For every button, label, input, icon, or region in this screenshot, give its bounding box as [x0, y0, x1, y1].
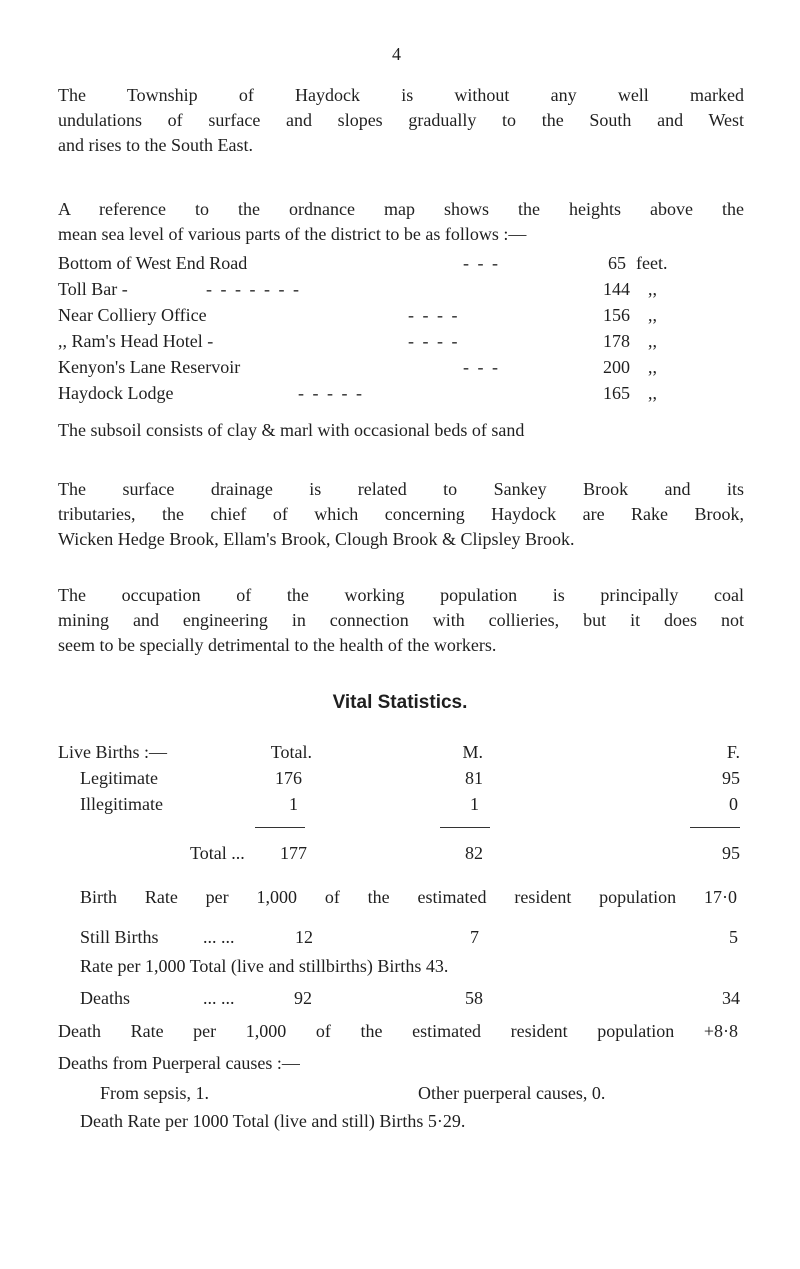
live-births-label: Live Births :— [58, 742, 167, 762]
height-unit: ,, [648, 305, 657, 325]
text-line: undulations of surface and slopes gradually to the South and West [58, 110, 744, 130]
heights-intro-paragraph [58, 197, 744, 247]
occupation-paragraph [58, 583, 744, 658]
text-line: A reference to the ordnance map shows the heights above the [58, 199, 744, 219]
vital-statistics-heading: Vital Statistics. [332, 692, 468, 713]
place-name: Near Colliery Office [58, 305, 207, 325]
sum-rule [440, 827, 490, 828]
leader-dashes: - - - - - - - [206, 279, 301, 299]
page-number: 4 [392, 44, 401, 64]
cell-total: 176 [275, 768, 302, 788]
place-name: Haydock Lodge [58, 383, 174, 403]
text-line: tributaries, the chief of which concerning Haydock are Rake Brook, [58, 504, 744, 524]
leader-dashes: - - - - - [298, 383, 364, 403]
height-row [58, 383, 738, 407]
cell-male: 58 [465, 988, 483, 1008]
place-name: Bottom of West End Road [58, 253, 248, 273]
row-label: Deaths [80, 988, 130, 1008]
puerperal-sepsis: From sepsis, 1. [100, 1083, 210, 1103]
column-header-total: Total. [270, 742, 312, 762]
column-header-female: F. [726, 742, 740, 762]
cell-male: 81 [465, 768, 483, 788]
height-unit: ,, [648, 279, 657, 299]
height-row [58, 253, 738, 277]
height-value: 200 [603, 357, 630, 377]
text-line: Wicken Hedge Brook, Ellam's Brook, Clough Brook & Clipsley Brook. [58, 529, 575, 549]
leader-dots: ... ... [203, 988, 235, 1008]
total-male: 82 [465, 843, 483, 863]
total-label: Total ... [190, 843, 245, 863]
cell-female: 95 [722, 768, 740, 788]
height-value: 165 [603, 383, 630, 403]
column-header-male: M. [462, 742, 483, 762]
text-line: The occupation of the working population is principally coal [58, 585, 744, 605]
height-value: 65 [608, 253, 626, 273]
height-unit: ,, [648, 331, 657, 351]
height-row [58, 357, 738, 381]
leader-dashes: - - - - [408, 305, 460, 325]
total-female: 95 [722, 843, 740, 863]
height-value: 144 [603, 279, 630, 299]
still-birth-rate: Rate per 1,000 Total (live and stillbirths) Births 43. [80, 956, 449, 976]
height-row [58, 279, 738, 303]
place-name: Toll Bar - [58, 279, 128, 299]
height-row [58, 305, 738, 329]
topography-paragraph [58, 83, 744, 158]
cell-female: 0 [729, 794, 738, 814]
height-value: 156 [603, 305, 630, 325]
cell-male: 7 [470, 927, 479, 947]
puerperal-heading: Deaths from Puerperal causes :— [58, 1053, 300, 1073]
cell-total: 92 [294, 988, 312, 1008]
death-rate: Death Rate per 1,000 of the estimated resident population +8·8 [58, 1021, 738, 1041]
height-value: 178 [603, 331, 630, 351]
place-name: ,, Ram's Head Hotel - [58, 331, 214, 351]
leader-dots: ... ... [203, 927, 235, 947]
text-line: The surface drainage is related to Sankey Brook and its [58, 479, 744, 499]
subsoil-paragraph: The subsoil consists of clay & marl with occasional beds of sand [58, 420, 525, 440]
cell-female: 5 [729, 927, 738, 947]
height-unit: ,, [648, 357, 657, 377]
cell-male: 1 [470, 794, 479, 814]
row-label: Still Births [80, 927, 159, 947]
total-total: 177 [280, 843, 307, 863]
cell-female: 34 [722, 988, 740, 1008]
cell-total: 1 [289, 794, 298, 814]
leader-dashes: - - - [463, 357, 500, 377]
place-name: Kenyon's Lane Reservoir [58, 357, 241, 377]
leader-dashes: - - - - [408, 331, 460, 351]
height-row [58, 331, 738, 355]
text-line: The Township of Haydock is without any well marked [58, 85, 744, 105]
row-label: Illegitimate [80, 794, 163, 814]
drainage-paragraph [58, 477, 744, 552]
sum-rule [255, 827, 305, 828]
height-unit: feet. [636, 253, 668, 273]
text-line: mining and engineering in connection with collieries, but it does not [58, 610, 744, 630]
row-label: Legitimate [80, 768, 158, 788]
height-unit: ,, [648, 383, 657, 403]
text-line: and rises to the South East. [58, 135, 253, 155]
sum-rule [690, 827, 740, 828]
puerperal-death-rate: Death Rate per 1000 Total (live and still) Births 5·29. [80, 1111, 466, 1131]
puerperal-other: Other puerperal causes, 0. [418, 1083, 606, 1103]
cell-total: 12 [295, 927, 313, 947]
text-line: mean sea level of various parts of the district to be as follows :— [58, 224, 527, 244]
leader-dashes: - - - [463, 253, 500, 273]
text-line: seem to be specially detrimental to the health of the workers. [58, 635, 497, 655]
birth-rate: Birth Rate per 1,000 of the estimated resident population 17·0 [80, 887, 737, 907]
